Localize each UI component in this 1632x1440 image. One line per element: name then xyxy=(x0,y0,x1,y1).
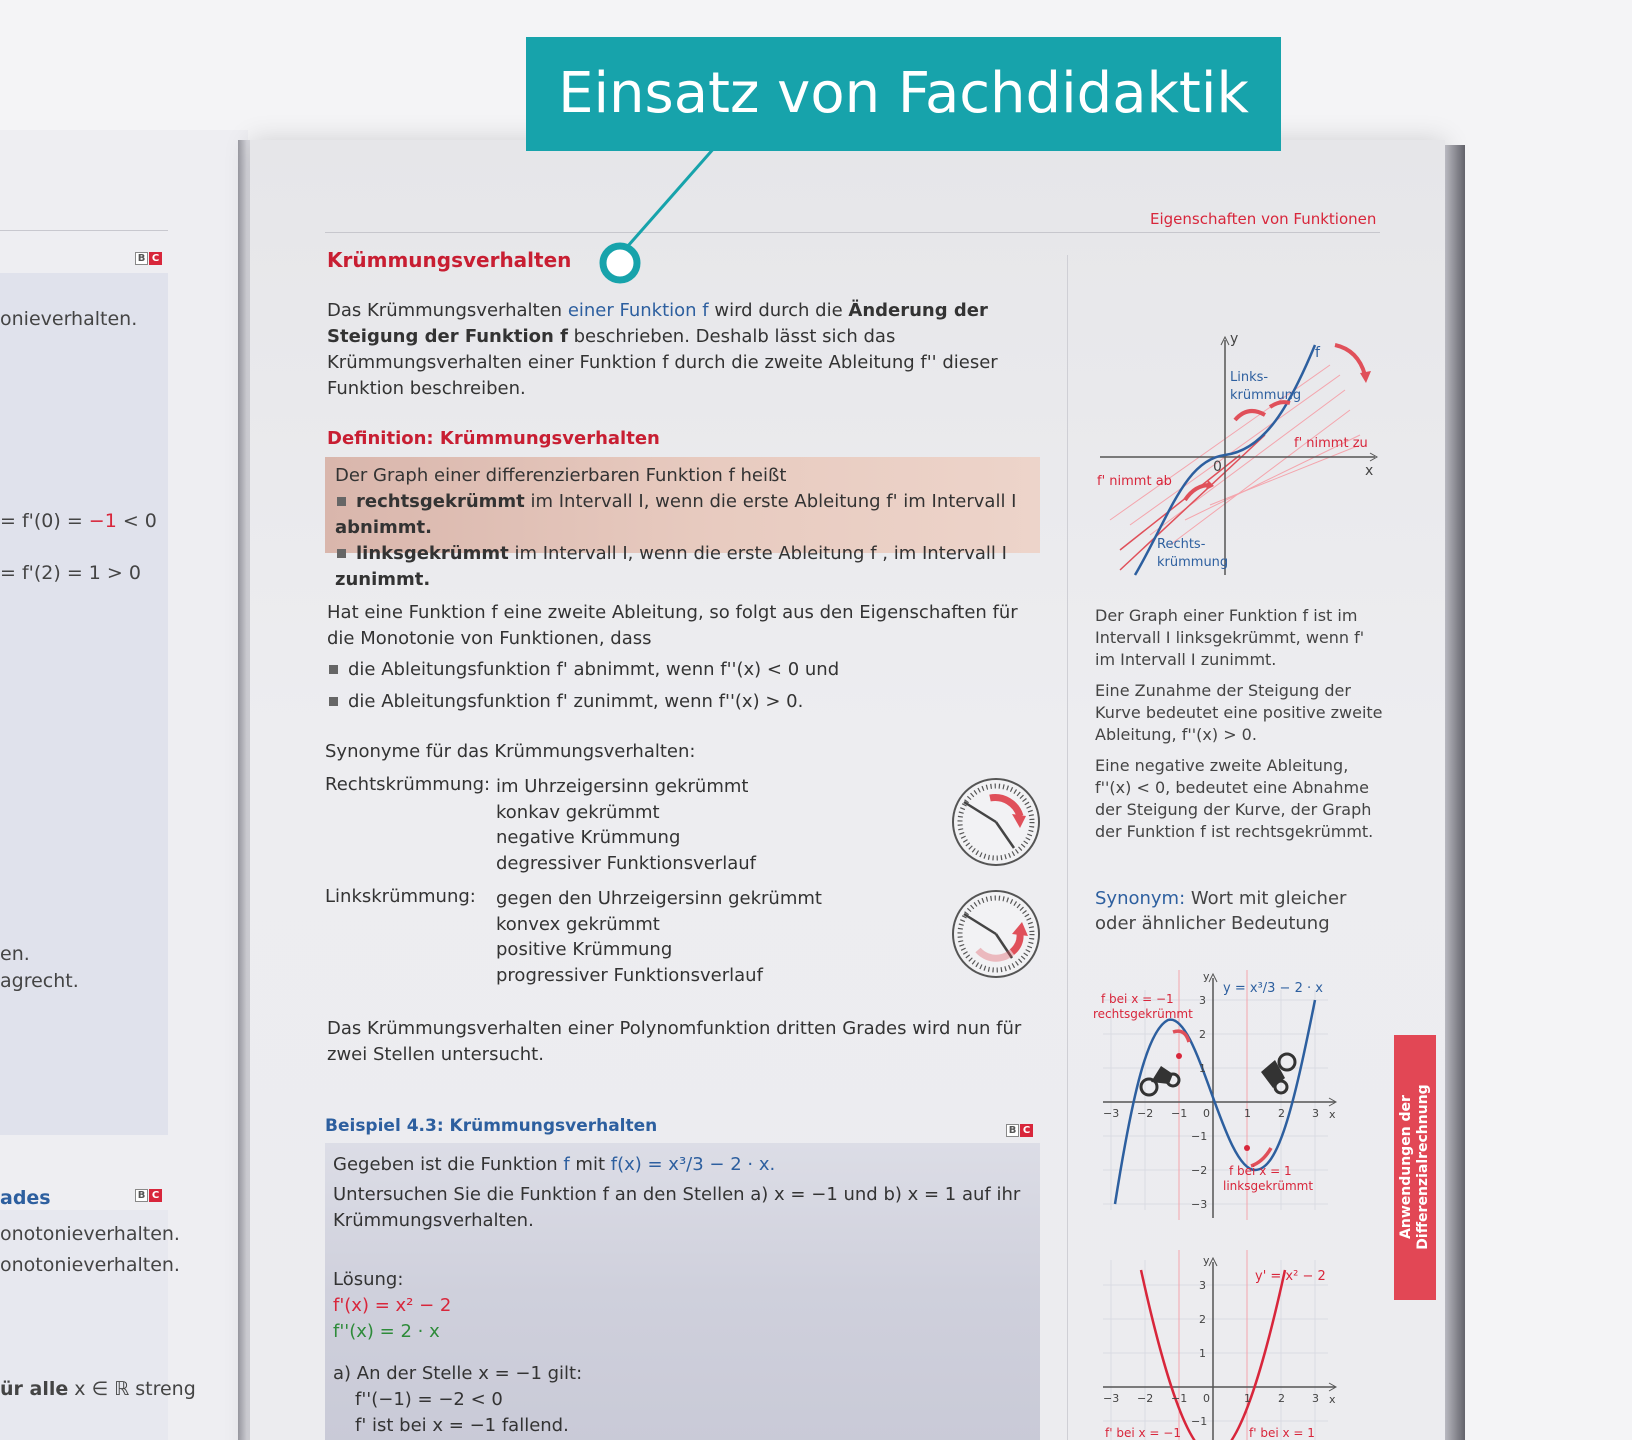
solution-a-calc: f''(−1) = −2 < 0 xyxy=(355,1389,503,1410)
svg-text:−1: −1 xyxy=(1191,1415,1208,1428)
svg-text:−1: −1 xyxy=(1171,1107,1188,1120)
svg-text:krümmung: krümmung xyxy=(1230,388,1302,403)
motorbike-icon xyxy=(1261,1054,1295,1093)
svg-text:y' = x² − 2: y' = x² − 2 xyxy=(1255,1269,1326,1284)
rechts-synonyms: im Uhrzeigersinn gekrümmt konkav gekrümmt negative Krümmung degressiver Funktionsverlauf xyxy=(496,776,756,874)
svg-text:−1: −1 xyxy=(1171,1392,1188,1405)
header-rule xyxy=(325,232,1380,233)
text-line: = f'(0) = −1 < 0 xyxy=(0,510,157,532)
svg-text:0: 0 xyxy=(1203,1392,1210,1405)
svg-text:3: 3 xyxy=(1199,994,1206,1007)
svg-text:−3: −3 xyxy=(1103,1392,1120,1405)
svg-text:2: 2 xyxy=(1278,1107,1285,1120)
difficulty-badge: B C xyxy=(135,1189,162,1202)
motorbike-icon xyxy=(1141,1066,1179,1095)
bullet-icon xyxy=(337,497,346,506)
monotonie-paragraph: Hat eine Funktion f eine zweite Ableitung, so folgt aus den Eigenschaften für die Monotonie von Funktionen, dass xyxy=(327,602,1018,649)
bullet-icon xyxy=(337,549,346,558)
rechts-label: Rechtskrümmung: xyxy=(325,774,491,795)
text-line: onotonieverhalten. xyxy=(0,1254,180,1276)
list-item: die Ableitungsfunktion f' abnimmt, wenn f''(x) < 0 und xyxy=(327,657,839,683)
svg-text:3: 3 xyxy=(1312,1107,1319,1120)
column-divider xyxy=(1067,255,1068,1440)
polynom-paragraph: Das Krümmungsverhalten einer Polynomfunktion dritten Grades wird nun für zwei Stellen untersucht. xyxy=(327,1018,1022,1065)
svg-text:x: x xyxy=(1365,463,1374,479)
curvature-figure xyxy=(1090,335,1380,580)
cubic-function-figure xyxy=(1093,970,1343,1220)
svg-text:Links-: Links- xyxy=(1230,370,1269,385)
section-title: Krümmungsverhalten xyxy=(327,248,572,272)
solution-a-result: f' ist bei x = −1 fallend. xyxy=(355,1415,569,1436)
links-label: Linkskrümmung: xyxy=(325,886,476,907)
example-given: Gegeben ist die Funktion f mit f(x) = x³/3 − 2 · x. xyxy=(333,1154,776,1175)
intro-paragraph: Das Krümmungsverhalten einer Funktion f wird durch die Änderung der Steigung der Funktion f beschrieben. Deshalb lässt sich das Krümmungsverhalten einer Funktion f durch die zweite Ableitung f'' dieser Funktion beschreiben. xyxy=(327,300,998,399)
svg-text:−3: −3 xyxy=(1103,1107,1120,1120)
svg-text:f bei x = −1: f bei x = −1 xyxy=(1101,992,1174,1006)
derivative-figure xyxy=(1093,1250,1343,1440)
svg-text:−1: −1 xyxy=(1191,1130,1208,1143)
svg-text:y = x³/3 − 2 · x: y = x³/3 − 2 · x xyxy=(1223,981,1323,996)
bullet-icon xyxy=(329,665,338,674)
svg-text:x: x xyxy=(1329,1108,1336,1121)
example-title: Beispiel 4.3: Krümmungsverhalten xyxy=(325,1116,658,1136)
svg-text:y: y xyxy=(1203,1254,1210,1267)
svg-text:f' bei x = −1: f' bei x = −1 xyxy=(1105,1426,1181,1440)
svg-text:1: 1 xyxy=(1199,1347,1206,1360)
page-rule xyxy=(0,230,168,231)
solution-a: a) An der Stelle x = −1 gilt: xyxy=(333,1363,583,1384)
previous-page xyxy=(0,130,248,1440)
svg-text:0: 0 xyxy=(1213,459,1222,475)
text-line: agrecht. xyxy=(0,970,79,992)
svg-text:f' nimmt ab: f' nimmt ab xyxy=(1097,474,1172,489)
svg-text:f' bei x = 1: f' bei x = 1 xyxy=(1249,1426,1315,1440)
svg-text:x: x xyxy=(1329,1393,1336,1406)
definition-title: Definition: Krümmungsverhalten xyxy=(327,428,660,449)
svg-text:−2: −2 xyxy=(1191,1164,1208,1177)
callout-pointer xyxy=(590,145,720,290)
bullet-icon xyxy=(329,697,338,706)
svg-text:1: 1 xyxy=(1244,1392,1251,1405)
svg-text:2: 2 xyxy=(1199,1313,1206,1326)
running-head: Eigenschaften von Funktionen xyxy=(1150,210,1377,228)
svg-text:f' nimmt zu: f' nimmt zu xyxy=(1294,436,1368,451)
counterclockwise-gauge-icon xyxy=(950,888,1042,980)
side-note: Der Graph einer Funktion f ist im Intervall I linksgekrümmt, wenn f' im Intervall I zunimmt. xyxy=(1095,606,1365,669)
difficulty-badge: B C xyxy=(1006,1124,1033,1137)
text-line: onotonieverhalten. xyxy=(0,1223,180,1245)
second-derivative: f''(x) = 2 · x xyxy=(333,1321,440,1342)
side-note: Eine Zunahme der Steigung der Kurve bedeutet eine positive zweite Ableitung, f''(x) > 0. xyxy=(1095,681,1383,744)
svg-text:0: 0 xyxy=(1203,1107,1210,1120)
definition-line: Der Graph einer differenzierbaren Funktion f heißt xyxy=(335,465,787,486)
list-item: die Ableitungsfunktion f' zunimmt, wenn f''(x) > 0. xyxy=(327,689,803,715)
text-line: onieverhalten. xyxy=(0,308,138,330)
definition-box xyxy=(325,457,1040,590)
content-box xyxy=(0,273,168,1135)
text-line: ür alle x ∈ ℝ streng xyxy=(0,1378,196,1400)
svg-text:−3: −3 xyxy=(1191,1198,1208,1211)
svg-text:f: f xyxy=(1315,345,1320,361)
chapter-tab-label: Anwendungen der Differenzialrechnung xyxy=(1398,1084,1431,1250)
callout-banner-text: Einsatz von Fachdidaktik xyxy=(558,61,1249,126)
links-synonyms: gegen den Uhrzeigersinn gekrümmt konvex gekrümmt positive Krümmung progressiver Funktionsverlauf xyxy=(496,888,822,986)
svg-text:−2: −2 xyxy=(1137,1107,1154,1120)
svg-text:y: y xyxy=(1203,970,1210,983)
clockwise-gauge-icon xyxy=(950,776,1042,868)
synonyms-heading: Synonyme für das Krümmungsverhalten: xyxy=(325,741,696,762)
example-task: Untersuchen Sie die Funktion f an den Stellen a) x = −1 und b) x = 1 auf ihr Krümmungsverhalten. xyxy=(333,1184,1021,1231)
svg-text:y: y xyxy=(1230,335,1239,347)
section-heading: ades xyxy=(0,1187,51,1209)
definition-item: linksgekrümmt im Intervall I, wenn die erste Ableitung f , im Intervall I zunimmt. xyxy=(335,543,1007,590)
svg-text:2: 2 xyxy=(1278,1392,1285,1405)
svg-text:3: 3 xyxy=(1199,1279,1206,1292)
text-line: en. xyxy=(0,943,30,965)
svg-text:f bei x = 1: f bei x = 1 xyxy=(1229,1164,1292,1178)
side-note: Eine negative zweite Ableitung, f''(x) < 0, bedeutet eine Abnahme der Steigung der Kurve, der Graph der Funktion f ist rechtsgekrümmt. xyxy=(1095,756,1374,841)
svg-text:Rechts-: Rechts- xyxy=(1157,537,1206,552)
svg-text:1: 1 xyxy=(1199,1062,1206,1075)
solution-label: Lösung: xyxy=(333,1269,404,1290)
svg-text:krümmung: krümmung xyxy=(1157,555,1229,570)
svg-text:1: 1 xyxy=(1244,1107,1251,1120)
svg-text:3: 3 xyxy=(1312,1392,1319,1405)
svg-text:linksgekrümmt: linksgekrümmt xyxy=(1223,1179,1314,1193)
difficulty-badge: B C xyxy=(135,252,162,265)
svg-text:−2: −2 xyxy=(1137,1392,1154,1405)
svg-text:2: 2 xyxy=(1199,1028,1206,1041)
text-line: = f'(2) = 1 > 0 xyxy=(0,562,141,584)
synonym-definition: Synonym: Wort mit gleicher oder ähnlicher Bedeutung xyxy=(1095,888,1347,934)
page-edge xyxy=(1445,145,1465,1440)
svg-text:rechtsgekrümmt: rechtsgekrümmt xyxy=(1093,1007,1193,1021)
first-derivative: f'(x) = x² − 2 xyxy=(333,1295,452,1316)
definition-item: rechtsgekrümmt im Intervall I, wenn die erste Ableitung f' im Intervall I abnimmt. xyxy=(335,491,1017,538)
